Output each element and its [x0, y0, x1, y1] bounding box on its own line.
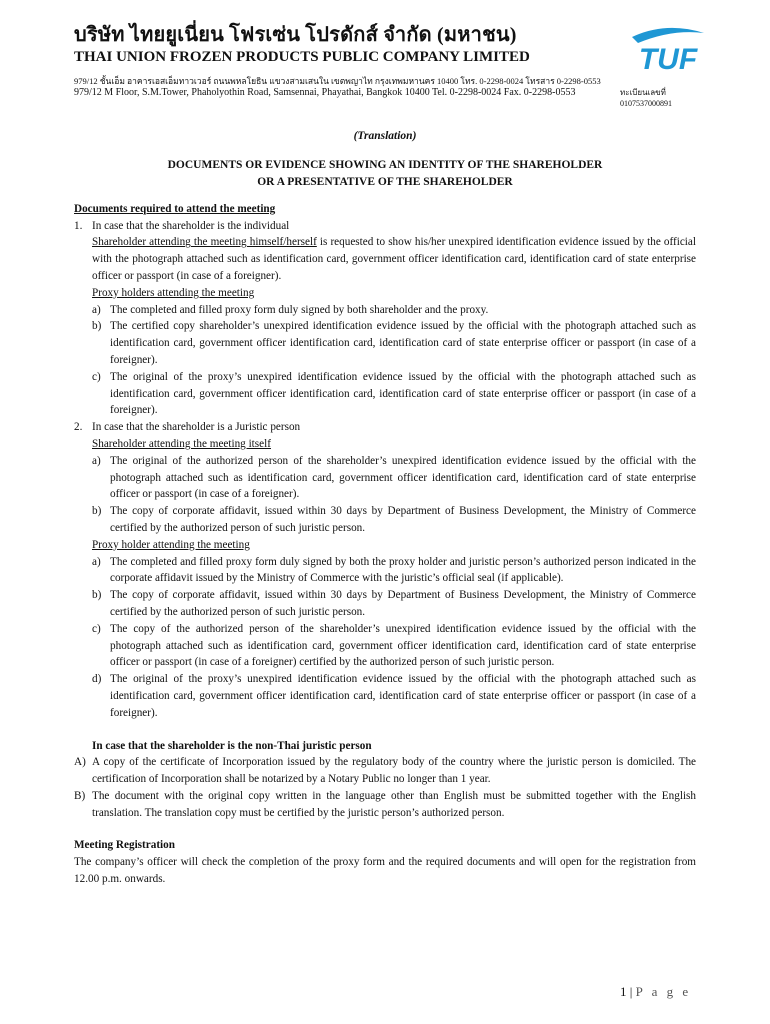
- case-2-self-list: [74, 453, 696, 537]
- list-label: c): [92, 622, 101, 635]
- list-text: The copy of corporate affidavit, issued within 30 days by Department of Business Development, the Ministry of Commerce certified by the authorized person of such juristic person.: [110, 505, 696, 534]
- company-name-english: THAI UNION FROZEN PRODUCTS PUBLIC COMPANY LIMITED: [74, 49, 530, 65]
- case-2-number: 2.: [74, 421, 83, 434]
- address-thai: 979/12 ชั้นเอ็ม อาคารเอสเอ็มทาวเวอร์ ถนนพหลโยธิน แขวงสามเสนใน เขตพญาไท กรุงเทพมหานคร 10400 โทร. 0-2298-0024 โทรสาร 0-2298-0553: [74, 76, 601, 86]
- list-text: A copy of the certificate of Incorporation issued by the regulatory body of the country where the juristic person is domiciled. The certification of Incorporation shall be notarized by a Notary Public no longer than 1 year.: [92, 756, 696, 786]
- document-title: [74, 157, 696, 191]
- list-text: The document with the original copy written in the language other than English must be submitted together with the English translation. The translation copy must be certified by the juristic person’s authorized person.: [92, 789, 696, 819]
- case-1: [74, 218, 696, 235]
- documents-heading: Documents required to attend the meeting: [74, 202, 276, 215]
- list-text: The completed and filled proxy form duly signed by both the proxy holder and juristic person’s authorized person indicated in the corporate affidavit issued by the Ministry of Commerce with the juristic’s official seal (if applicable).: [110, 555, 696, 585]
- list-item: [92, 369, 696, 419]
- page-footer: [620, 984, 691, 1000]
- list-item: [92, 621, 696, 671]
- document-body: [74, 128, 696, 888]
- list-label: c): [92, 370, 101, 383]
- address-english: 979/12 M Floor, S.M.Tower, Phaholyothin Road, Samsennai, Phayathai, Bangkok 10400 Tel. 0-2298-0024 Fax. 0-2298-0553: [74, 87, 576, 98]
- list-item: [92, 554, 696, 588]
- title-line-2: OR A PRESENTATIVE OF THE SHAREHOLDER: [257, 175, 513, 188]
- non-thai-list: [74, 754, 696, 821]
- list-label: a): [92, 555, 101, 568]
- list-label: B): [74, 789, 86, 802]
- list-text: The original of the proxy’s unexpired identification evidence issued by the official with the photograph attached such as identification card, government officer identification card, identification card of state enterprise officer or passport (in case of a foreigner).: [110, 673, 696, 719]
- case-2: [74, 419, 696, 436]
- case-2-self-heading: Shareholder attending the meeting itself: [92, 437, 271, 450]
- case-2-text: In case that the shareholder is a Juristic person: [92, 421, 301, 434]
- page-separator: |: [629, 984, 633, 999]
- list-item: [92, 318, 696, 368]
- case-1-proxy-list: [74, 302, 696, 420]
- case-1-self-paragraph: [74, 234, 696, 284]
- title-line-1: DOCUMENTS OR EVIDENCE SHOWING AN IDENTITY OF THE SHAREHOLDER: [167, 158, 603, 171]
- list-text: The original of the proxy’s unexpired identification evidence issued by the official with the photograph attached such as identification card, government officer identification card, identification card of state enterprise officer or passport (in case of a foreigner).: [110, 370, 696, 417]
- tuf-logo-icon: [624, 23, 708, 81]
- list-text: The copy of corporate affidavit, issued within 30 days by Department of Business Development, the Ministry of Commerce certified by the authorized person of such juristic person.: [110, 589, 696, 618]
- letterhead: [74, 18, 714, 108]
- registration-text: The company’s officer will check the completion of the proxy form and the required documents and will open for the registration from 12.00 p.m. onwards.: [74, 856, 696, 886]
- list-item: [92, 302, 696, 319]
- list-label: a): [92, 303, 101, 316]
- page-word: P a g e: [635, 984, 692, 999]
- list-label: d): [92, 673, 102, 686]
- page-number: 1: [620, 984, 627, 999]
- list-text: The original of the authorized person of the shareholder’s unexpired identification evidence issued by the official with the photograph attached such as identification card, government officer identification card, identification card of state enterprise officer or passport (in case of a foreigner).: [110, 454, 696, 501]
- list-item: [74, 788, 696, 822]
- case-2-proxy-list: [74, 554, 696, 722]
- list-text: The completed and filled proxy form duly signed by both shareholder and the proxy.: [110, 303, 489, 316]
- company-name-thai: บริษัท ไทยยูเนี่ยน โฟรเซ่น โปรดักส์ จำกัด (มหาชน): [74, 24, 517, 46]
- case-1-self-text: is requested to show his/her unexpired identification evidence issued by the official with the photograph attached such as identification card, government officer identification card, identification card of state enterprise officer or passport (in case of a foreigner).: [92, 236, 696, 282]
- list-label: a): [92, 454, 101, 467]
- case-1-text: In case that the shareholder is the individual: [92, 219, 290, 232]
- list-item: [92, 453, 696, 503]
- list-text: The certified copy shareholder’s unexpired identification evidence issued by the official with the photograph attached such as identification card, government officer identification card, identification card of state enterprise officer or passport (in case of a foreigner).: [110, 320, 696, 366]
- list-label: A): [74, 756, 86, 769]
- non-thai-heading: In case that the shareholder is the non-Thai juristic person: [92, 739, 372, 752]
- list-item: [92, 503, 696, 537]
- list-item: [92, 587, 696, 621]
- list-label: b): [92, 505, 102, 518]
- case-2-proxy-heading: Proxy holder attending the meeting: [92, 538, 250, 551]
- case-1-self-heading: Shareholder attending the meeting himself/herself: [92, 236, 317, 249]
- list-label: b): [92, 589, 102, 602]
- list-text: The copy of the authorized person of the shareholder’s unexpired identification evidence issued by the official with the photograph attached such as identification card, government officer identification card, identification card of state enterprise officer or passport (in case of a foreigner) certified by the authorized person of such juristic person.: [110, 622, 696, 669]
- list-item: [92, 671, 696, 721]
- case-1-number: 1.: [74, 219, 83, 232]
- registration-heading: Meeting Registration: [74, 839, 175, 852]
- list-label: b): [92, 320, 102, 333]
- logo-text: TUF: [638, 43, 698, 76]
- translation-label: (Translation): [353, 130, 417, 142]
- list-item: [74, 754, 696, 788]
- registration-number: ทะเบียนเลขที่ 0107537000891: [620, 88, 672, 108]
- case-1-proxy-heading: Proxy holders attending the meeting: [92, 286, 255, 299]
